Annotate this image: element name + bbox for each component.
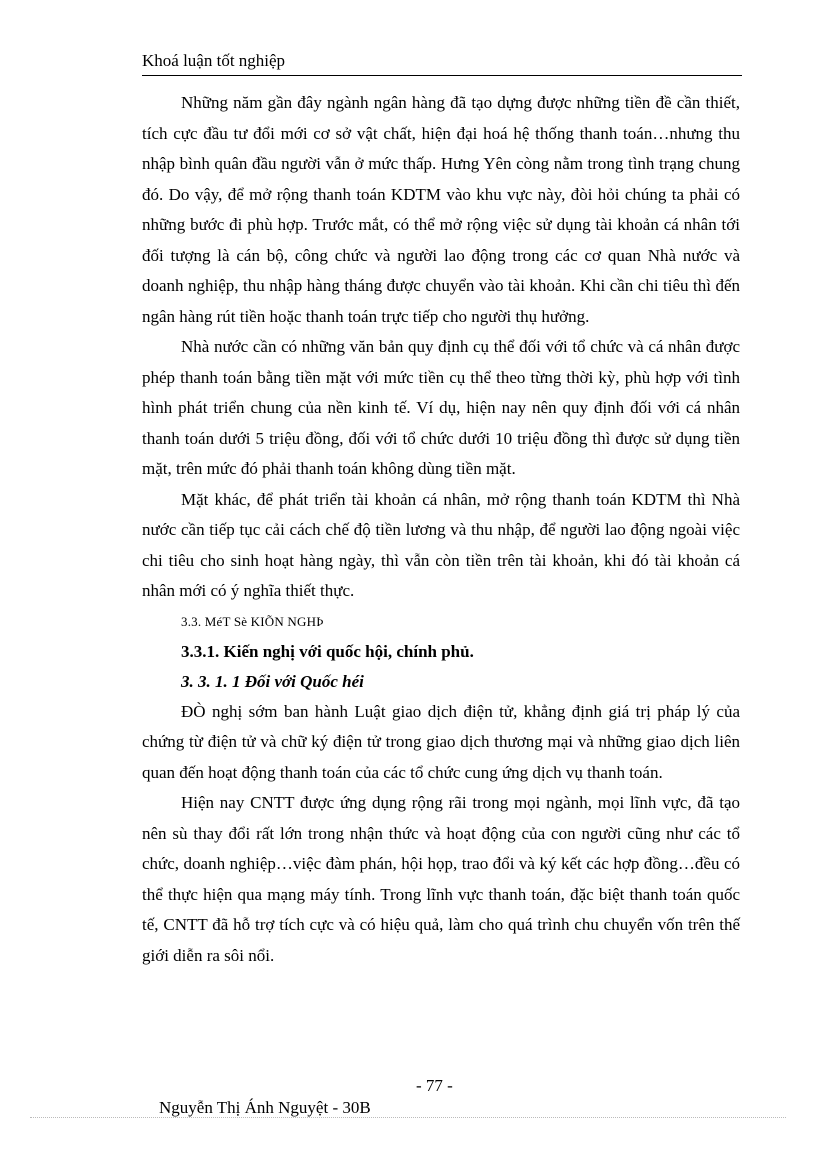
page-number: - 77 - bbox=[416, 1076, 453, 1095]
bottom-rule bbox=[30, 1117, 786, 1118]
paragraph-4: ĐÒ nghị sớm ban hành Luật giao dịch điện tử, khẳng định giá trị pháp lý của chứng từ điện tử và chữ ký điện tử trong giao dịch thương mại và những giao dịch liên quan đến hoạt động thanh toán của các tổ chức cung ứng dịch vụ thanh toán. bbox=[142, 701, 740, 782]
section-heading: 3.3. MéT Sè KIÕN NGHÞ bbox=[181, 613, 324, 629]
paragraph-5: Hiện nay CNTT được ứng dụng rộng rãi trong mọi ngành, mọi lĩnh vực, đã tạo nên sù thay đổi rất lớn trong nhận thức và hoạt động của con người cũng như các tổ chức, doanh nghiệp…việc đàm phán, hội họp, trao đổi và ký kết các hợp đồng…đều có thể thực hiện qua mạng máy tính. Trong lĩnh vực thanh toán, đặc biệt thanh toán quốc tế, CNTT đã hỗ trợ tích cực và có hiệu quả, làm cho quá trình chu chuyển vốn trên thế giới diễn ra sôi nổi. bbox=[142, 793, 740, 965]
body-text bbox=[142, 88, 740, 971]
paragraph-1: Những năm gần đây ngành ngân hàng đã tạo dựng được những tiền đề cần thiết, tích cực đầu tư đổi mới cơ sở vật chất, hiện đại hoá hệ thống thanh toán…nhưng thu nhập bình quân đầu người vẫn ở mức thấp. Hưng Yên còng nằm trong tình trạng chung đó. Do vậy, để mở rộng thanh toán KDTM vào khu vực này, đòi hỏi chúng ta phải có những bước đi phù hợp. Trước mắt, có thể mở rộng việc sử dụng tài khoản cá nhân tới đối tượng là cán bộ, công chức và người lao động trong các cơ quan Nhà nước và doanh nghiệp, thu nhập hàng tháng được chuyển vào tài khoản. Khi cần chi tiêu thì đến ngân hàng rút tiền hoặc thanh toán trực tiếp cho người thụ hưởng. bbox=[142, 93, 740, 326]
header-rule bbox=[142, 75, 742, 76]
footer-author: Nguyễn Thị Ánh Nguyệt - 30B bbox=[159, 1098, 371, 1117]
subsection-heading: 3.3.1. Kiến nghị với quốc hội, chính phủ. bbox=[181, 641, 474, 661]
subsubsection-heading: 3. 3. 1. 1 Đối với Quốc héi bbox=[181, 671, 364, 691]
footer bbox=[142, 1075, 453, 1163]
running-header: Khoá luận tốt nghiệp bbox=[142, 51, 286, 70]
paragraph-2: Nhà nước cần có những văn bản quy định cụ thể đối với tổ chức và cá nhân được phép thanh toán bằng tiền mặt với mức tiền cụ thể theo từng thời kỳ, phù hợp với tình hình phát triển chung của nền kinh tế. Ví dụ, hiện nay nên quy định đối với cá nhân thanh toán dưới 5 triệu đồng, đối với tổ chức dưới 10 triệu đồng thì được sử dụng tiền mặt, trên mức đó phải thanh toán không dùng tiền mặt. bbox=[142, 337, 740, 478]
paragraph-3: Mặt khác, để phát triển tài khoản cá nhân, mở rộng thanh toán KDTM thì Nhà nước cần tiếp tục cải cách chế độ tiền lương và thu nhập, để người lao động ngoài việc chi tiêu cho sinh hoạt hàng ngày, thì vẫn còn tiền trên tài khoản, khi đó tài khoản cá nhân mới có ý nghĩa thiết thực. bbox=[142, 489, 740, 600]
